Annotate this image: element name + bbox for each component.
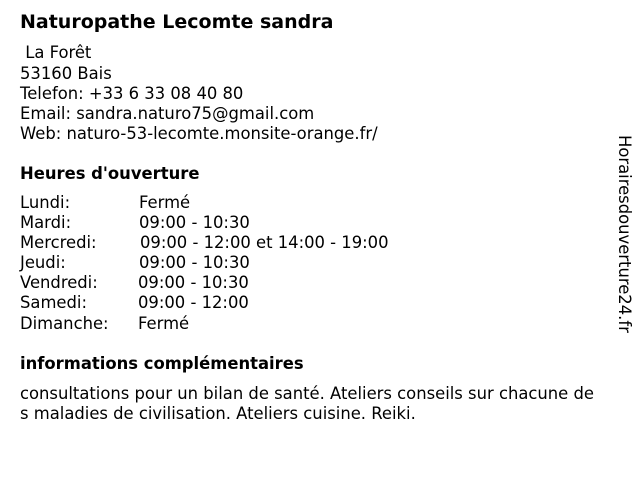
phone-line[interactable]: Telefon: +33 6 33 08 40 80 [20,84,244,103]
day-hours: 09:00 - 12:00 [138,293,249,312]
info-text-line-2: s maladies de civilisation. Ateliers cuisine. Reiki. [20,404,416,423]
email-line[interactable]: Email: sandra.naturo75@gmail.com [20,104,315,123]
day-label: Dimanche: [20,314,109,333]
day-label: Lundi: [20,193,71,212]
address-street: La Forêt [20,43,92,62]
day-hours: 09:00 - 10:30 [138,273,249,292]
info-text-line-1: consultations pour un bilan de santé. Ateliers conseils sur chacune de [20,384,594,403]
day-hours: Fermé [138,314,190,333]
hours-row-samedi [20,293,249,313]
day-label: Mercredi: [20,233,97,252]
hours-row-lundi [20,193,191,213]
hours-heading: Heures d'ouverture [20,164,200,183]
hours-row-vendredi [20,273,249,293]
hours-row-mercredi [20,233,389,253]
day-hours: Fermé [139,193,191,212]
day-label: Mardi: [20,213,72,232]
day-hours: 09:00 - 10:30 [139,213,250,232]
hours-row-mardi [20,213,250,233]
day-label: Vendredi: [20,273,98,292]
hours-row-jeudi [20,253,250,273]
site-watermark: Horairesdouverture24.fr [615,135,634,333]
day-hours: 09:00 - 10:30 [139,253,250,272]
day-label: Jeudi: [20,253,66,272]
day-label: Samedi: [20,293,87,312]
address-city: 53160 Bais [20,64,112,83]
hours-row-dimanche [20,314,190,334]
day-hours: 09:00 - 12:00 et 14:00 - 19:00 [140,233,389,252]
web-line[interactable]: Web: naturo-53-lecomte.monsite-orange.fr/ [20,124,378,143]
info-heading: informations complémentaires [20,354,304,373]
business-title: Naturopathe Lecomte sandra [20,11,334,33]
